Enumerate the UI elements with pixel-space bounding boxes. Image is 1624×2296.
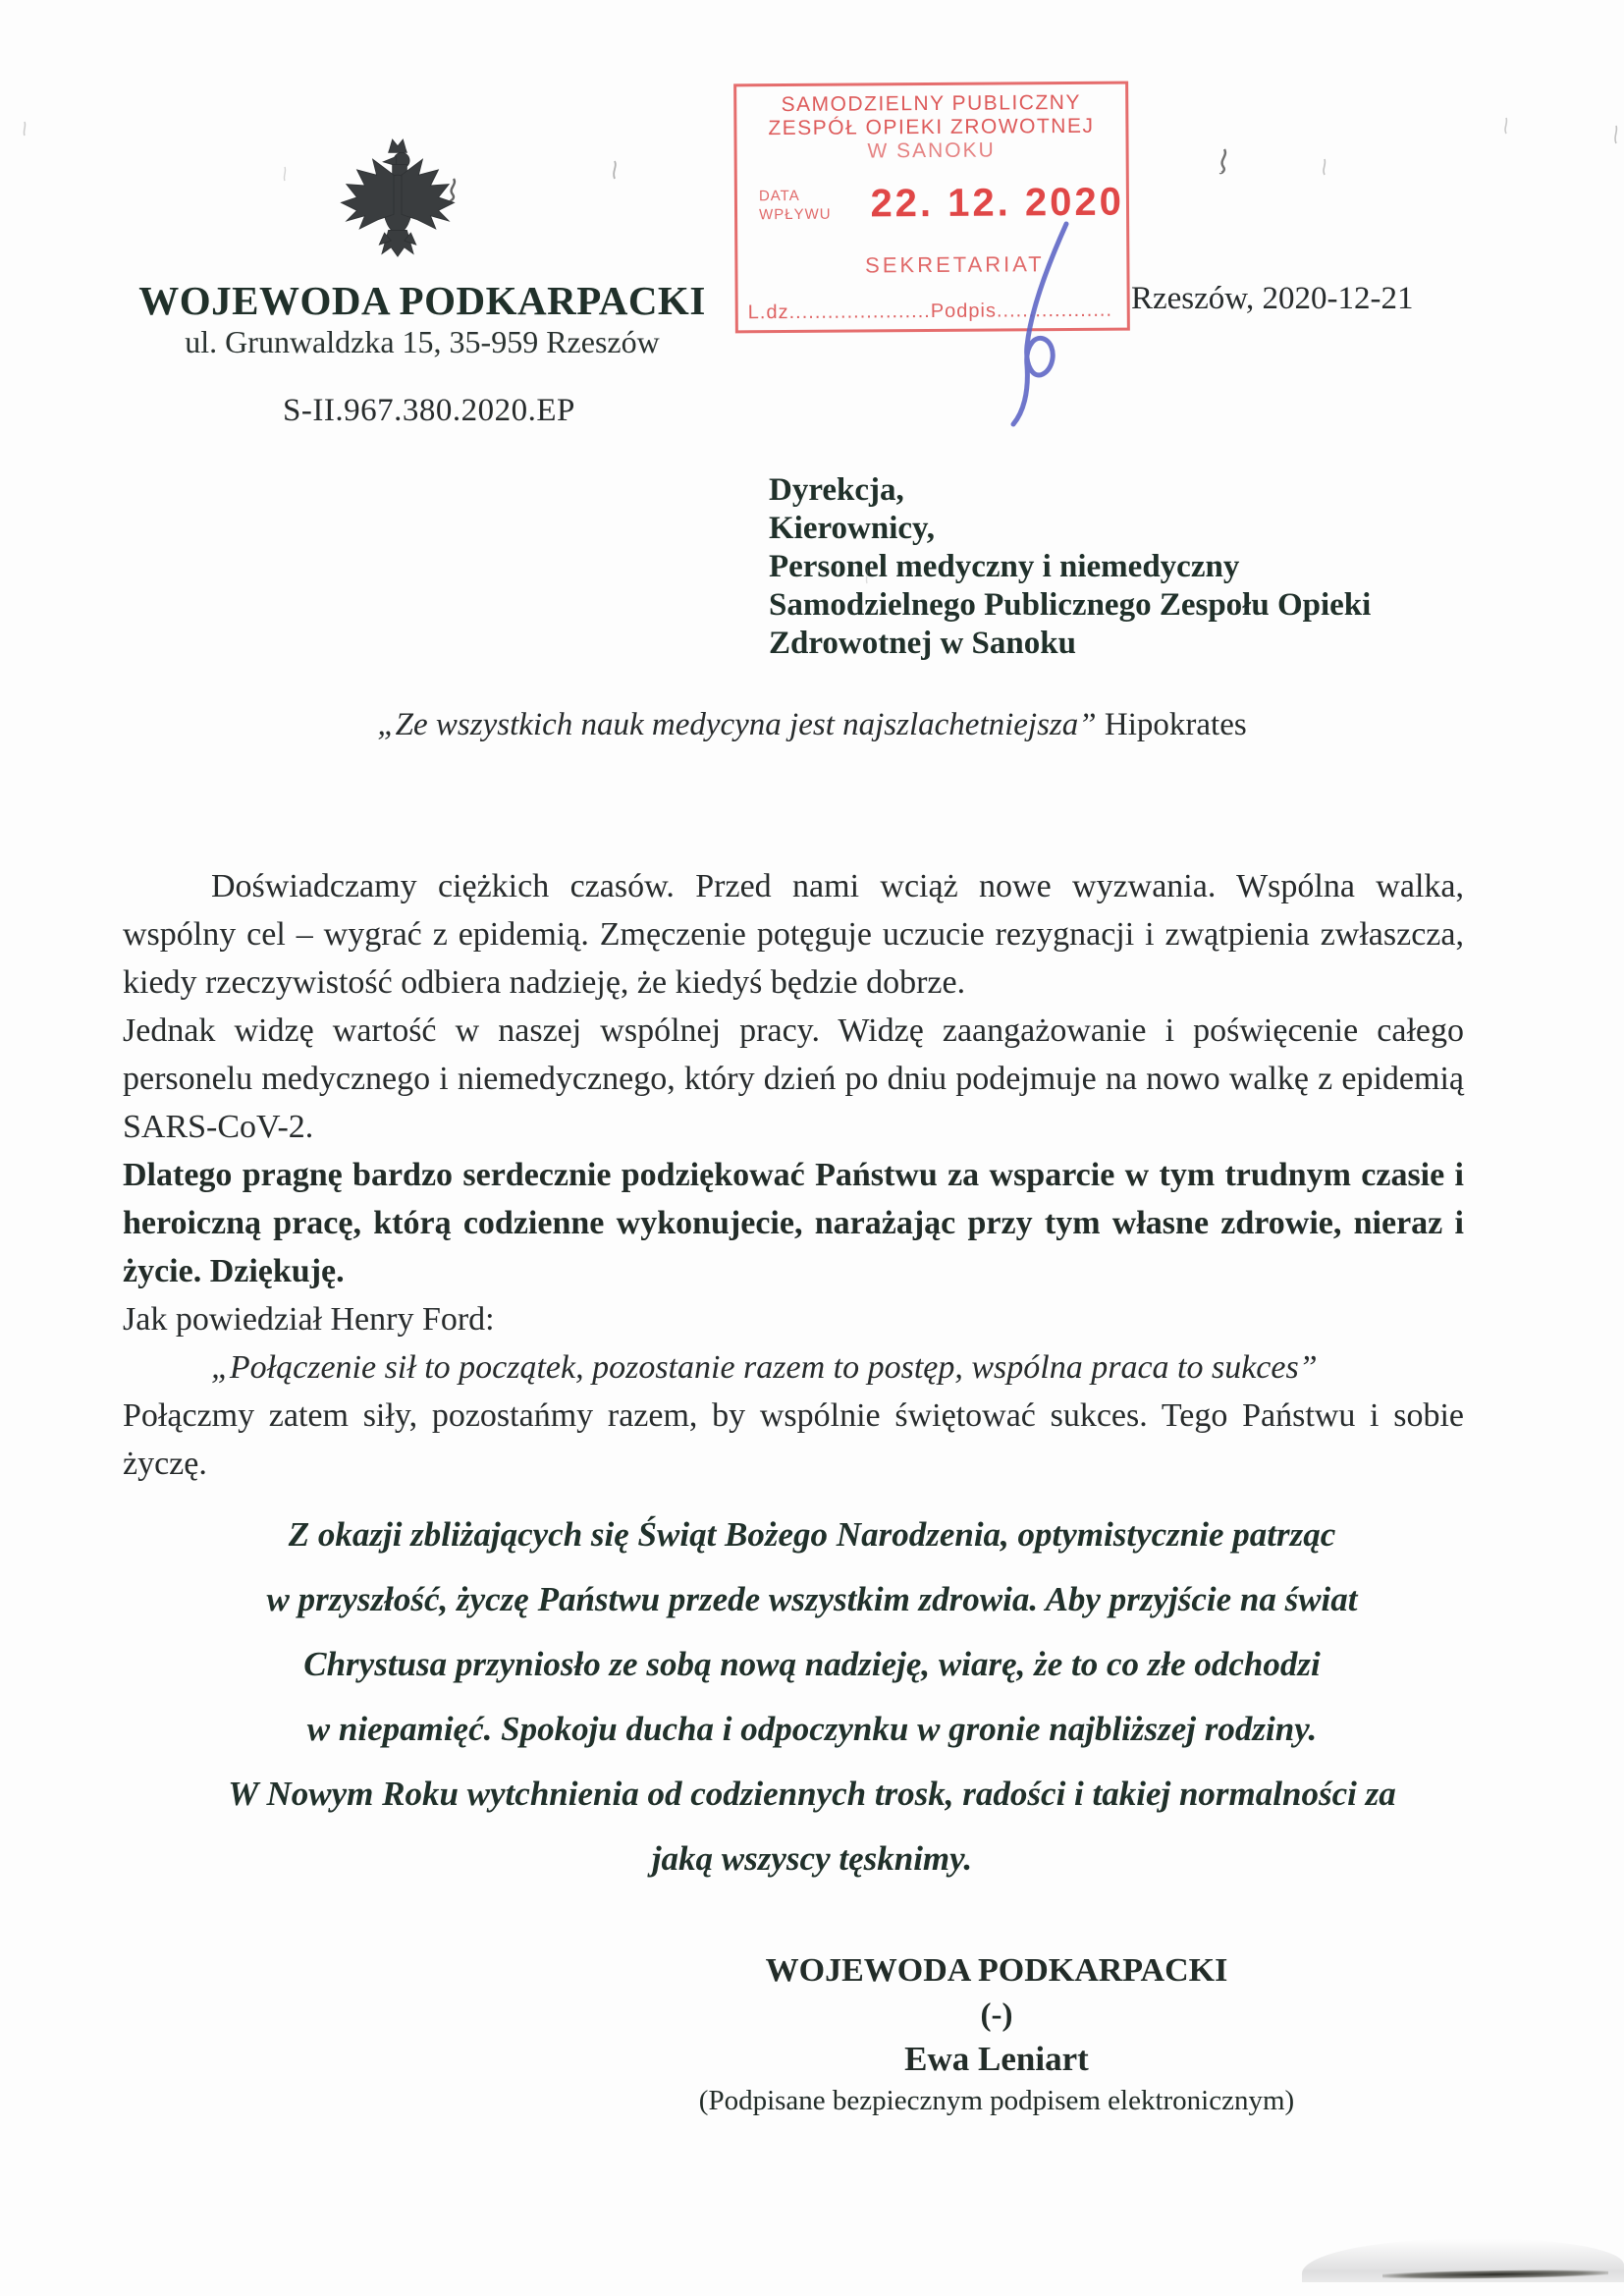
body-paragraph-1: Doświadczamy ciężkich czasów. Przed nami wciąż nowe wyzwania. Wspólna walka, wspólny cel – wygrać z epidemią. Zmęczenie potęguje uczucie rezygnacji i zwątpienia zwłaszcza, kiedy rzeczywistość odbiera nadzieję, że kiedyś będzie dobrze. xyxy=(123,868,1464,1001)
signature-title: WOJEWODA PODKARPACKI xyxy=(765,1952,1228,1989)
wishes-line: Z okazji zbliżających się Świąt Bożego Narodzenia, optymistycznie patrząc xyxy=(288,1515,1336,1554)
letterhead-title: WOJEWODA PODKARPACKI xyxy=(138,278,706,323)
scan-smudge xyxy=(20,120,29,137)
letterhead-address: ul. Grunwaldzka 15, 35-959 Rzeszów xyxy=(185,324,660,359)
scan-smudge xyxy=(1500,116,1512,136)
stamp-org-line3: W SANOKU xyxy=(867,138,996,163)
scan-smudge xyxy=(280,165,290,183)
letter-body xyxy=(123,862,1464,1488)
recipient-line: Personel medyczny i niemedyczny xyxy=(769,549,1240,584)
stamp-date-label xyxy=(759,186,832,224)
stamp-podpis-dots: .................. xyxy=(996,299,1113,322)
eagle-emblem-icon xyxy=(332,136,463,287)
stamp-department: SEKRETARIAT xyxy=(865,251,1045,278)
scan-smudge xyxy=(1610,124,1622,145)
reference-number: S-II.967.380.2020.EP xyxy=(283,393,575,428)
handwritten-initial-icon xyxy=(990,216,1088,430)
stamp-date-label-line1: DATA xyxy=(758,187,800,204)
body-paragraph-6: Połączmy zatem siły, pozostańmy razem, by wspólnie świętować sukces. Tego Państwu i sobie życzę. xyxy=(123,1397,1464,1482)
stamp-date-value: 22. 12. 2020 xyxy=(870,180,1125,226)
signature-block xyxy=(677,1952,1316,2117)
recipient-line: Kierownicy, xyxy=(769,511,935,546)
wishes-line: jaką wszyscy tęsknimy. xyxy=(651,1839,973,1878)
epigraph-author: Hipokrates xyxy=(1096,707,1247,742)
stamp-date-label-line2: WPŁYWU xyxy=(758,205,832,223)
body-paragraph-5-quote: „Połączenie sił to początek, pozostanie razem to postęp, wspólna praca to sukces” xyxy=(211,1349,1318,1386)
signature-mark: (-) xyxy=(980,1997,1013,2033)
epigraph xyxy=(0,707,1624,743)
scan-smudge xyxy=(1319,157,1330,177)
stamp-ldz-label: L.dz xyxy=(747,301,789,324)
body-paragraph-4: Jak powiedział Henry Ford: xyxy=(123,1301,495,1338)
recipient-line: Samodzielnego Publicznego Zespołu Opieki xyxy=(769,587,1372,623)
body-paragraph-2: Jednak widzę wartość w naszej wspólnej pracy. Widzę zaangażowanie i poświęcenie całego personelu medycznego i niemedycznego, który dzień po dniu podejmuje na nowo walkę z epidemią SARS-CoV-2. xyxy=(123,1012,1464,1145)
signature-note: (Podpisane bezpiecznym podpisem elektronicznym) xyxy=(698,2085,1295,2116)
scan-smudge xyxy=(1215,147,1232,175)
stamp-org-line2: ZESPÓŁ OPIEKI ZROWOTNEJ xyxy=(768,114,1095,140)
wishes-block xyxy=(0,1515,1624,1904)
stamp-podpis-label: Podpis xyxy=(930,300,998,323)
scan-smudge xyxy=(609,159,621,181)
wishes-line: Chrystusa przyniosło ze sobą nową nadzieję, wiarę, że to co złe odchodzi xyxy=(303,1645,1321,1683)
wishes-line: W Nowym Roku wytchnienia od codziennych trosk, radości i takiej normalności za xyxy=(228,1775,1396,1813)
wishes-line: w przyszłość, życzę Państwu przede wszystkim zdrowia. Aby przyjście na świat xyxy=(266,1580,1358,1618)
place-and-date: Rzeszów, 2020-12-21 xyxy=(1131,281,1414,316)
recipient-block xyxy=(769,471,1371,663)
stamp-ldz-dots: ...................... xyxy=(788,301,931,324)
recipient-line: Dyrekcja, xyxy=(769,472,904,508)
signature-name: Ewa Leniart xyxy=(904,2040,1089,2078)
body-paragraph-3: Dlatego pragnę bardzo serdecznie podziękować Państwu za wsparcie w tym trudnym czasie i heroiczną pracę, którą codzienne wykonujecie, narażając przy tym własne zdrowie, nieraz i życie. Dziękuję. xyxy=(123,1157,1464,1289)
epigraph-quote: „Ze wszystkich nauk medycyna jest najszlachetniejsza” xyxy=(377,707,1097,742)
wishes-line: w niepamięć. Spokoju ducha i odpoczynku w gronie najbliższej rodziny. xyxy=(306,1710,1318,1748)
stamp-org-line1: SAMODZIELNY PUBLICZNY xyxy=(781,90,1082,117)
recipient-line: Zdrowotnej w Sanoku xyxy=(769,626,1076,661)
